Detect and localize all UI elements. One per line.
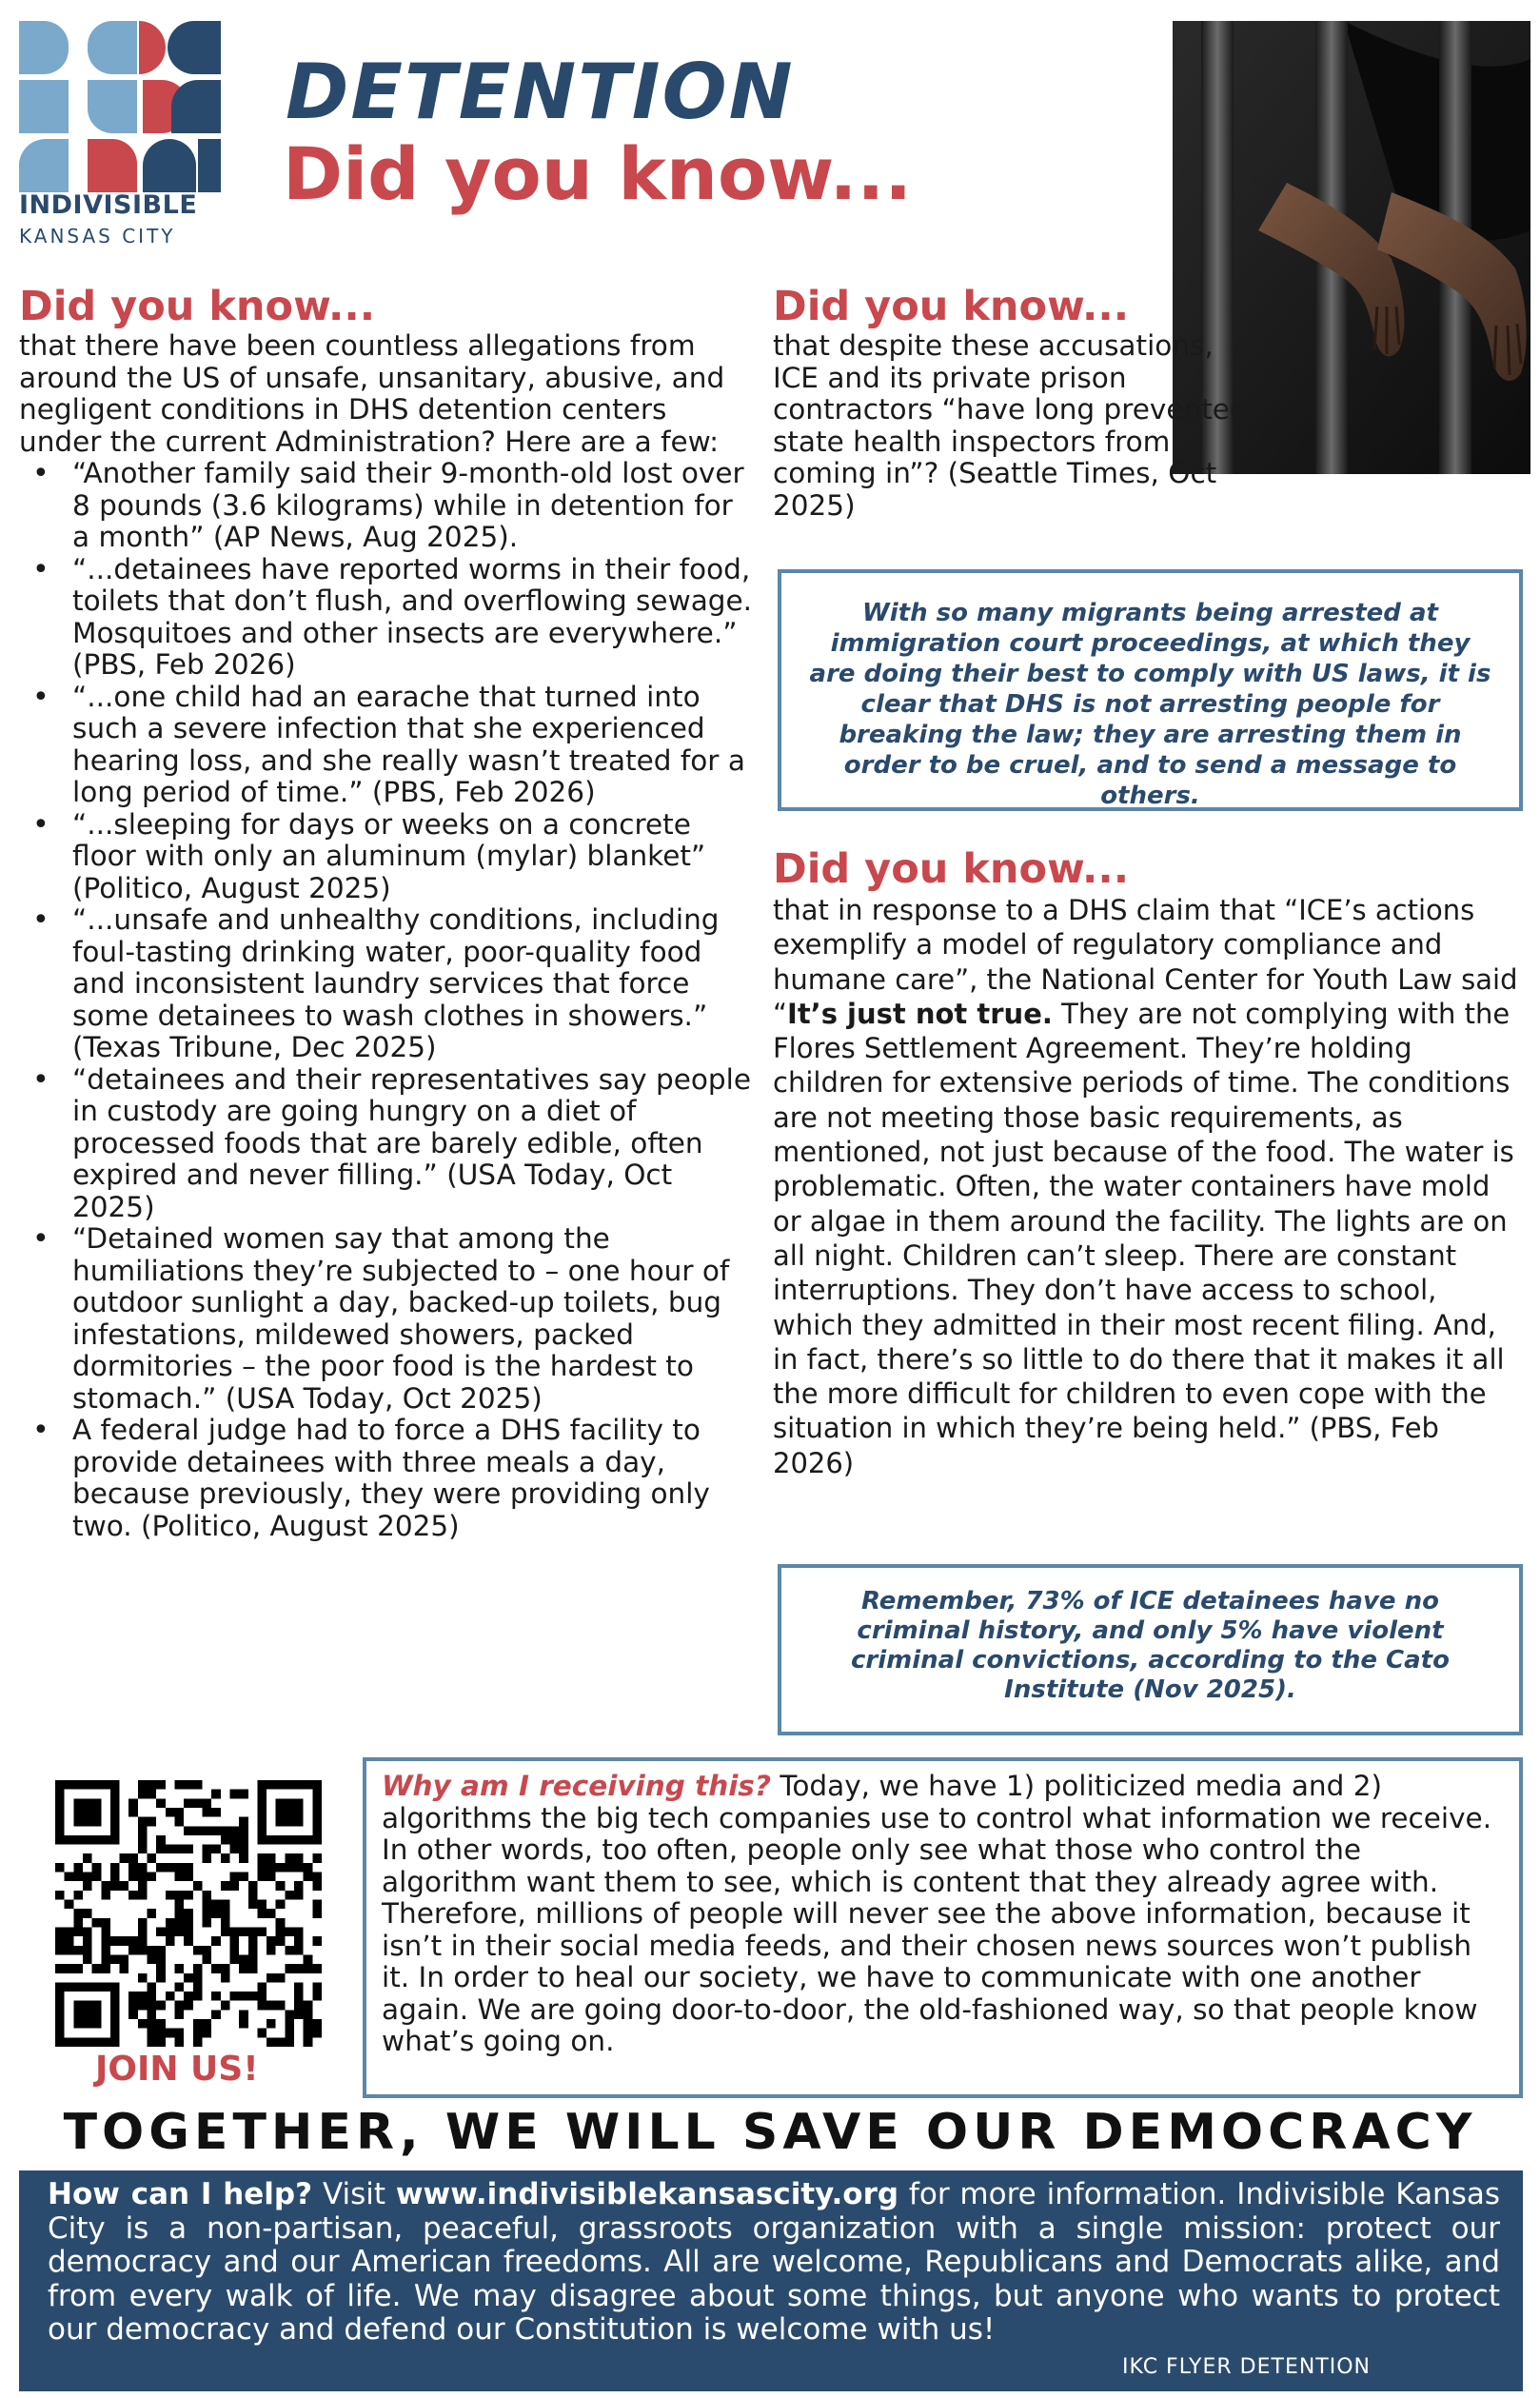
join-us-label: JOIN US! bbox=[95, 2050, 259, 2089]
list-item: • “detainees and their representatives say people in custody are going hungry on a diet of processed foods that are barely edible, often expired and never filling.” (USA Today, Oct 2025) bbox=[19, 1064, 757, 1224]
indivisible-logo bbox=[19, 21, 221, 192]
list-item: • “...unsafe and unhealthy conditions, including foul-tasting drinking water, poor-quality food and inconsistent laundry services that force some detainees to wash clothes in showers.” (Texas Tribune, Dec 2025) bbox=[19, 904, 757, 1064]
list-item: • A federal judge had to force a DHS facility to provide detainees with three meals a day, because previously, they were providing only two. (Politico, August 2025) bbox=[19, 1415, 757, 1542]
footer-text: for more information. Indivisible Kansas City is a non-partisan, peaceful, grassroots organization with a single mission: protect our democracy and our American freedoms. All are welcome, Republicans and Democrats alike, and from every walk of life. We may disagree about some things, but anyone who wants to protect our democracy and defend our Constitution is welcome with us! bbox=[48, 2177, 1501, 2347]
list-item: • “...one child had an earache that turned into such a severe infection that she experienced hearing loss, and she really wasn’t treated for a long period of time.” (PBS, Feb 2026) bbox=[19, 682, 757, 809]
allegations-list bbox=[19, 458, 757, 1542]
logo-shape-2 bbox=[88, 21, 137, 74]
help-label: How can I help? bbox=[48, 2177, 313, 2211]
logo-shape-3 bbox=[139, 21, 166, 74]
list-item: • “...sleeping for days or weeks on a concrete floor with only an aluminum (mylar) blanket” (Politico, August 2025) bbox=[19, 809, 757, 905]
logo-shape-1 bbox=[19, 21, 69, 74]
right-section-1 bbox=[773, 283, 1248, 522]
logo-shape-11 bbox=[143, 139, 196, 192]
right-heading-1: Did you know... bbox=[773, 283, 1130, 330]
logo-shape-10 bbox=[88, 139, 137, 192]
callout-box-1: With so many migrants being arrested at immigration court proceedings, at which they are doing their best to comply with US laws, it is clear that DHS is not arresting people for breaking the law; they are arresting them in order to be cruel, and to send a message to others. bbox=[778, 569, 1523, 811]
logo-shape-6 bbox=[88, 80, 137, 133]
right-section-2 bbox=[773, 845, 1523, 1480]
quote-emphasis: It’s just not true. bbox=[787, 997, 1053, 1030]
logo-shape-12 bbox=[198, 139, 221, 192]
logo-city: KANSAS CITY bbox=[19, 225, 176, 248]
logo-name: INDIVISIBLE bbox=[19, 190, 198, 220]
logo-shape-5 bbox=[19, 80, 69, 133]
footer-banner bbox=[19, 2170, 1523, 2391]
flyer-tag: IKC FLYER DETENTION bbox=[1121, 2354, 1371, 2379]
right-text-2 bbox=[773, 893, 1523, 1480]
why-question: Why am I receiving this? bbox=[382, 1770, 771, 1802]
list-item: • “...detainees have reported worms in their food, toilets that don’t flush, and overflowing sewage. Mosquitoes and other insects are everywhere.” (PBS, Feb 2026) bbox=[19, 554, 757, 682]
page-subtitle: Did you know... bbox=[283, 131, 913, 216]
quote-part-2: They are not complying with the Flores Settlement Agreement. They’re holding children for extensive periods of time. The conditions are not meeting those basic requirements, as mentioned, not just because of the food. The water is problematic. Often, the water containers have mold or algae in them around the facility. The lights are on all night. Children can’t sleep. There are constant interruptions. They don’t have access to school, which they admitted in their most recent filing. And, in fact, there’s so little to do there that it makes it all the more difficult for children to even cope with the situation in which they’re being held.” (PBS, Feb 2026) bbox=[773, 997, 1514, 1479]
qr-code[interactable] bbox=[55, 1780, 322, 2047]
left-intro: that there have been countless allegations from around the US of unsafe, unsanitary, abusive, and negligent conditions in DHS detention centers under the current Administration? Here are a few: bbox=[19, 329, 725, 458]
list-item: • “Another family said their 9-month-old lost over 8 pounds (3.6 kilograms) while in detention for a month” (AP News, Aug 2025). bbox=[19, 458, 757, 554]
left-column bbox=[19, 283, 757, 1542]
left-heading: Did you know... bbox=[19, 283, 376, 330]
quote-part-1: that in response to a DHS claim that “ICE’s actions exemplify a model of regulatory compliance and humane care”, the National Center for Youth Law said “ bbox=[773, 894, 1518, 1030]
logo-shape-9 bbox=[19, 139, 69, 192]
callout-box-2: Remember, 73% of ICE detainees have no criminal history, and only 5% have violent criminal convictions, according to the Cato Institute (Nov 2025). bbox=[778, 1564, 1523, 1735]
page-title: DETENTION bbox=[286, 48, 795, 136]
right-text-1: that despite these accusations, ICE and its private prison contractors “have long prevented state health inspectors from coming in”? (Seattle Times, Oct 2025) bbox=[773, 329, 1248, 522]
right-heading-2: Did you know... bbox=[773, 845, 1130, 893]
list-item: • “Detained women say that among the humiliations they’re subjected to – one hour of outdoor sunlight a day, backed-up toilets, bug infestations, mildewed showers, packed dormitories – the poor food is the hardest to stomach.” (USA Today, Oct 2025) bbox=[19, 1223, 757, 1415]
visit-text: Visit bbox=[312, 2177, 396, 2211]
why-answer: Today, we have 1) politicized media and 2) algorithms the big tech companies use to control what information we receive. In other words, too often, people only see what those who control the algorithm want them to see, which is content that they already agree with. Therefore, millions of people will never see the above information, because it isn’t in their social media feeds, and their chosen news sources won’t publish it. In order to heal our society, we have to communicate with one another again. We are going door-to-door, the old-fashioned way, so that people know what’s going on. bbox=[382, 1770, 1492, 2057]
website-link[interactable]: www.indivisiblekansascity.org bbox=[395, 2177, 899, 2211]
slogan: TOGETHER, WE WILL SAVE OUR DEMOCRACY bbox=[63, 2104, 1477, 2161]
logo-shape-4 bbox=[168, 21, 221, 74]
why-receiving-box bbox=[363, 1757, 1523, 2098]
